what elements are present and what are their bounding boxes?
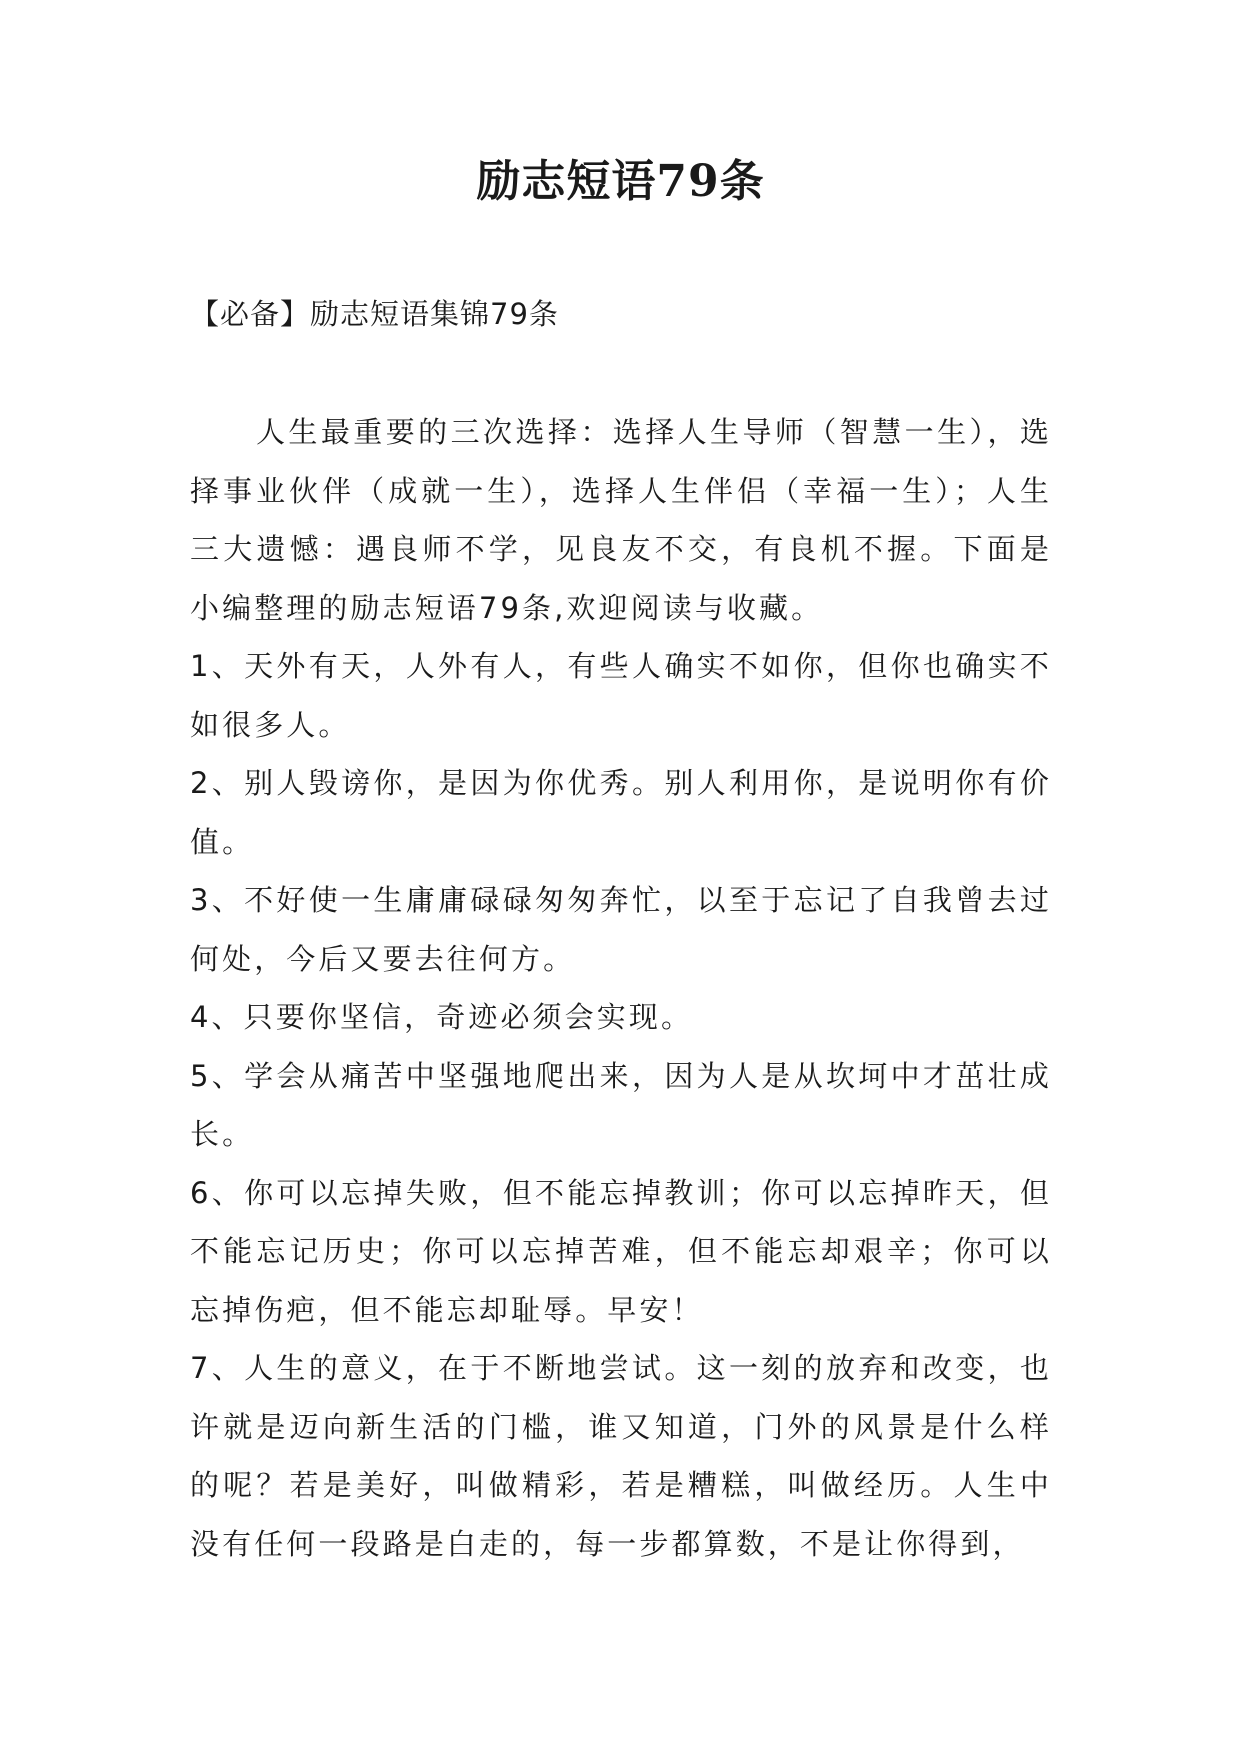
list-item: 7、人生的意义，在于不断地尝试。这一刻的放弃和改变，也许就是迈向新生活的门槛，谁又知道，门外的风景是什么样的呢？若是美好，叫做精彩，若是糟糕，叫做经历。人生中没有任何一段路是白走的，每一步都算数，不是让你得到， <box>190 1351 1052 1561</box>
list-item: 3、不好使一生庸庸碌碌匆匆奔忙，以至于忘记了自我曾去过何处，今后又要去往何方。 <box>190 883 1052 976</box>
list-item: 1、天外有天，人外有人，有些人确实不如你，但你也确实不如很多人。 <box>190 649 1052 742</box>
document-body <box>190 403 1052 1573</box>
list-item: 5、学会从痛苦中坚强地爬出来，因为人是从坎坷中才茁壮成长。 <box>190 1058 1052 1151</box>
intro-paragraph: 人生最重要的三次选择：选择人生导师（智慧一生），选择事业伙伴（成就一生），选择人生伴侣（幸福一生）；人生三大遗憾：遇良师不学，见良友不交，有良机不握。下面是小编整理的励志短语79条,欢迎阅读与收藏。 <box>190 415 1052 625</box>
list-item: 4、只要你坚信，奇迹必须会实现。 <box>190 1000 694 1034</box>
document-subtitle: 【必备】励志短语集锦79条 <box>190 297 559 331</box>
document-title: 励志短语79条 <box>476 156 765 207</box>
list-item: 6、你可以忘掉失败，但不能忘掉教训；你可以忘掉昨天，但不能忘记历史；你可以忘掉苦难，但不能忘却艰辛；你可以忘掉伤疤，但不能忘却耻辱。早安！ <box>190 1175 1052 1327</box>
list-item: 2、别人毁谤你，是因为你优秀。别人利用你，是说明你有价值。 <box>190 766 1052 859</box>
